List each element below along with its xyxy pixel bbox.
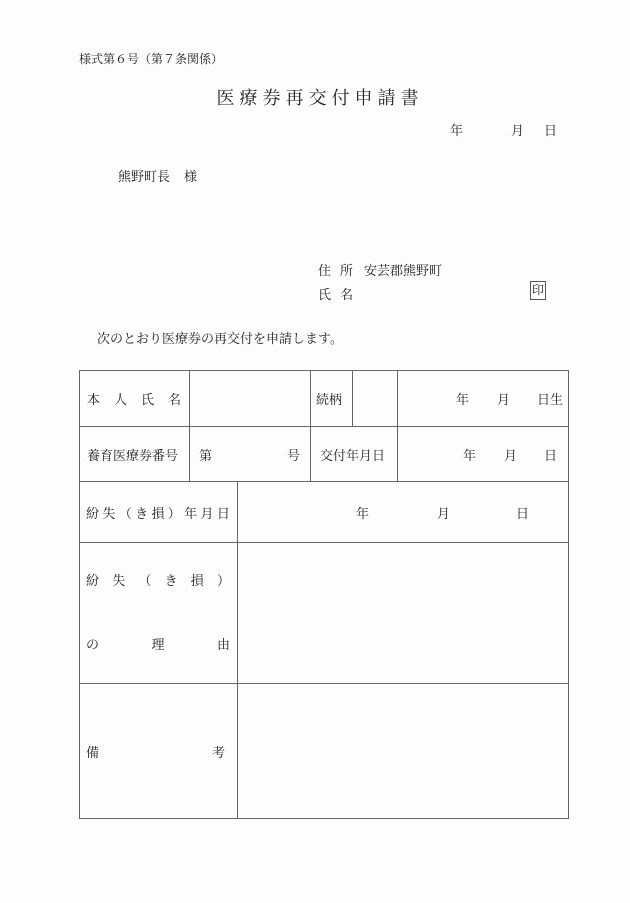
label-loss-reason [86,543,230,683]
name-label: 氏 名 [318,288,354,303]
seal-mark: 印 [530,281,546,300]
address-label: 住 所 [318,264,354,279]
label-person-name: 本 人 氏 名 [87,393,181,408]
addressee [118,166,197,185]
form-number: 様式第６号（第７条関係） [79,52,224,66]
table-border-right [568,370,569,819]
remarks-field[interactable] [238,684,568,818]
birth-day-label: 日生 [537,393,564,408]
loss-reason-field[interactable] [238,543,568,683]
addressee-name: 熊野町長 [118,170,171,185]
document-title: 医療券再交付申請書 [216,88,424,109]
number-prefix: 第 [199,448,213,464]
issue-month-label: 月 [504,448,518,464]
loss-day-label: 日 [516,506,530,522]
birthdate-field[interactable] [398,371,568,426]
birth-year-label: 年 [456,393,470,408]
addressee-honorific: 様 [184,170,198,185]
label-issue-date: 交付年月日 [320,448,386,464]
intro-text: 次のとおり医療券の再交付を申請します。 [97,332,343,347]
date-day-label: 日 [544,124,558,139]
address-value[interactable]: 安芸郡熊野町 [364,264,443,279]
label-relationship: 続柄 [316,393,343,408]
loss-month-label: 月 [437,506,451,522]
birth-month-label: 月 [497,393,511,408]
issue-day-label: 日 [544,448,558,464]
certificate-number-field[interactable] [190,427,310,481]
date-year-label: 年 [450,124,464,139]
loss-year-label: 年 [356,506,370,522]
person-name-field[interactable] [190,371,310,426]
table-border-bottom [79,818,569,819]
loss-date-field[interactable] [238,482,568,542]
issue-date-field[interactable] [398,427,568,481]
applicant-name-row [318,284,364,303]
relationship-field[interactable] [353,371,397,426]
loss-reason-label-line2: の 理 由 [86,638,230,653]
label-certificate-number: 養育医療券番号 [87,448,179,464]
applicant-address-row [318,260,442,279]
label-remarks: 備 考 [86,745,225,761]
loss-reason-label-line1: 紛 失 （ き 損 ） [86,574,230,589]
label-loss-date: 紛 失 （ き 損 ） 年 月 日 [86,506,230,522]
table-border-left [79,370,80,819]
issue-year-label: 年 [463,448,477,464]
date-month-label: 月 [511,124,525,139]
number-suffix: 号 [287,448,301,464]
